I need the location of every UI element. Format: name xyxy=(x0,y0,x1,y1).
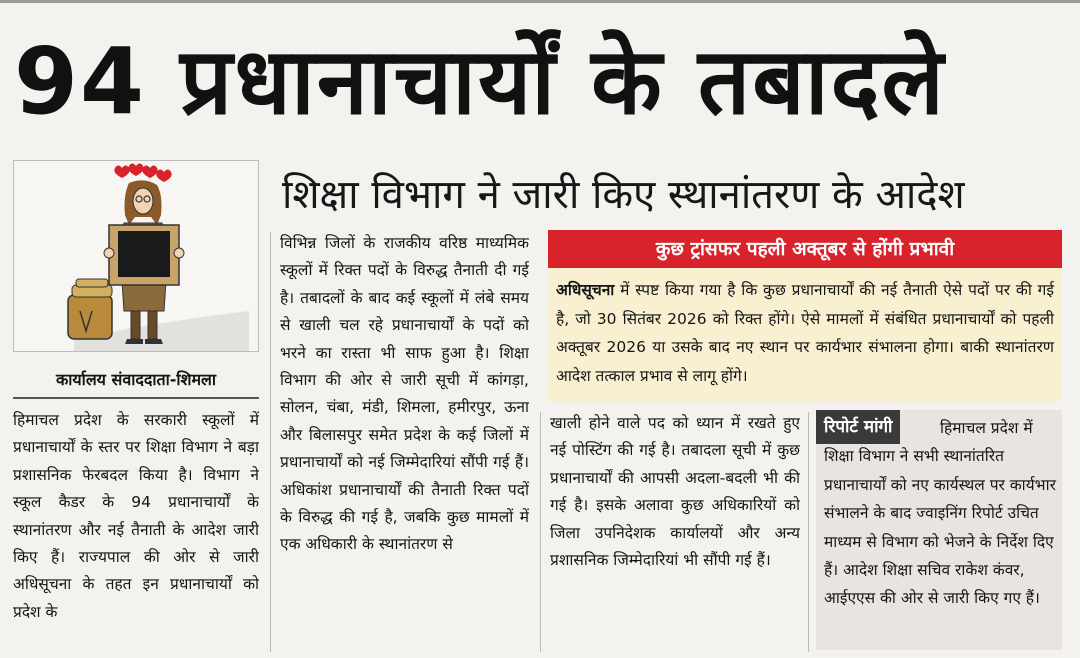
side-box-text: हिमाचल प्रदेश में शिक्षा विभाग ने सभी स्थानांतरित प्रधानाचार्यों को नए कार्यस्थल पर कार्यभार संभालने के बाद ज्वाइनिंग रिपोर्ट उचित माध्यम से विभाग को भेजने के निर्देश दिए हैं। आदेश शिक्षा सचिव राकेश कंवर, आईएएस की ओर से जारी किए गए हैं। xyxy=(824,419,1056,608)
highlight-box xyxy=(548,230,1062,402)
side-box-tag: रिपोर्ट मांगी xyxy=(816,410,900,444)
highlight-box-lead: अधिसूचना xyxy=(556,281,615,299)
cartoon-illustration xyxy=(13,160,259,352)
byline: कार्यालय संवाददाता-शिमला xyxy=(55,370,217,389)
subheadline: शिक्षा विभाग ने जारी किए स्थानांतरण के आदेश xyxy=(282,172,965,218)
column-divider xyxy=(540,412,541,652)
byline-rule xyxy=(13,397,259,399)
top-rule xyxy=(0,0,1080,3)
highlight-box-text xyxy=(556,276,1054,390)
article-column-3: खाली होने वाले पद को ध्यान में रखते हुए नई पोस्टिंग की गई है। तबादला सूची में कुछ प्रधानाचार्यों की आपसी अदला-बदली भी की गई है। इसके अलावा कुछ अधिकारियों को जिला उपनिदेशक कार्यालयों और अन्य प्रशासनिक जिम्मेदारियां भी सौंपी गई हैं। xyxy=(550,414,800,570)
teacher-cartoon-icon xyxy=(14,161,258,351)
article-column-1: हिमाचल प्रदेश के सरकारी स्कूलों में प्रधानाचार्यों के स्तर पर शिक्षा विभाग ने बड़ा प्रशासनिक फेरबदल किया है। विभाग ने स्कूल कैडर के 94 प्रधानाचार्यों के स्थानांतरण और नई तैनाती के आदेश जारी किए हैं। राज्यपाल की ओर से जारी अधिसूचना के तहत इन प्रधानाचार्यों को प्रदेश के xyxy=(13,411,259,621)
highlight-box-title: कुछ ट्रांसफर पहली अक्तूबर से होंगी प्रभावी xyxy=(548,230,1062,268)
article-column-2: विभिन्न जिलों के राजकीय वरिष्ठ माध्यमिक स्कूलों में रिक्त पदों के विरुद्ध तैनाती दी गई है। तबादलों के बाद कई स्कूलों में लंबे समय से खाली चल रहे प्रधानाचार्यों के पदों को भरने का रास्ता भी साफ हुआ है। शिक्षा विभाग की ओर से जारी सूची में कांगड़ा, सोलन, चंबा, मंडी, शिमला, हमीरपुर, ऊना और बिलासपुर समेत प्रदेश के कई जिलों में प्रधानाचार्यों को नई जिम्मेदारियां सौंपी गई हैं। अधिकांश प्रधानाचार्यों की तैनाती रिक्त पदों के विरुद्ध की गई है, जबकि कुछ मामलों में एक अधिकारी के स्थानांतरण से xyxy=(280,234,529,554)
column-divider xyxy=(270,232,271,652)
highlight-box-body: में स्पष्ट किया गया है कि कुछ प्रधानाचार्यों की नई तैनाती ऐसे पदों पर की गई है, जो 30 सितंबर 2026 को रिक्त होंगे। ऐसे मामलों में संबंधित प्रधानाचार्यों को पहली अक्तूबर 2026 या उसके बाद नए स्थान पर कार्यभार संभालना होगा। बाकी स्थानांतरण आदेश तत्काल प्रभाव से लागू होंगे। xyxy=(556,281,1054,385)
column-divider xyxy=(808,412,809,652)
side-box xyxy=(816,410,1062,650)
headline: 94 प्रधानाचार्यों के तबादले xyxy=(14,28,946,135)
